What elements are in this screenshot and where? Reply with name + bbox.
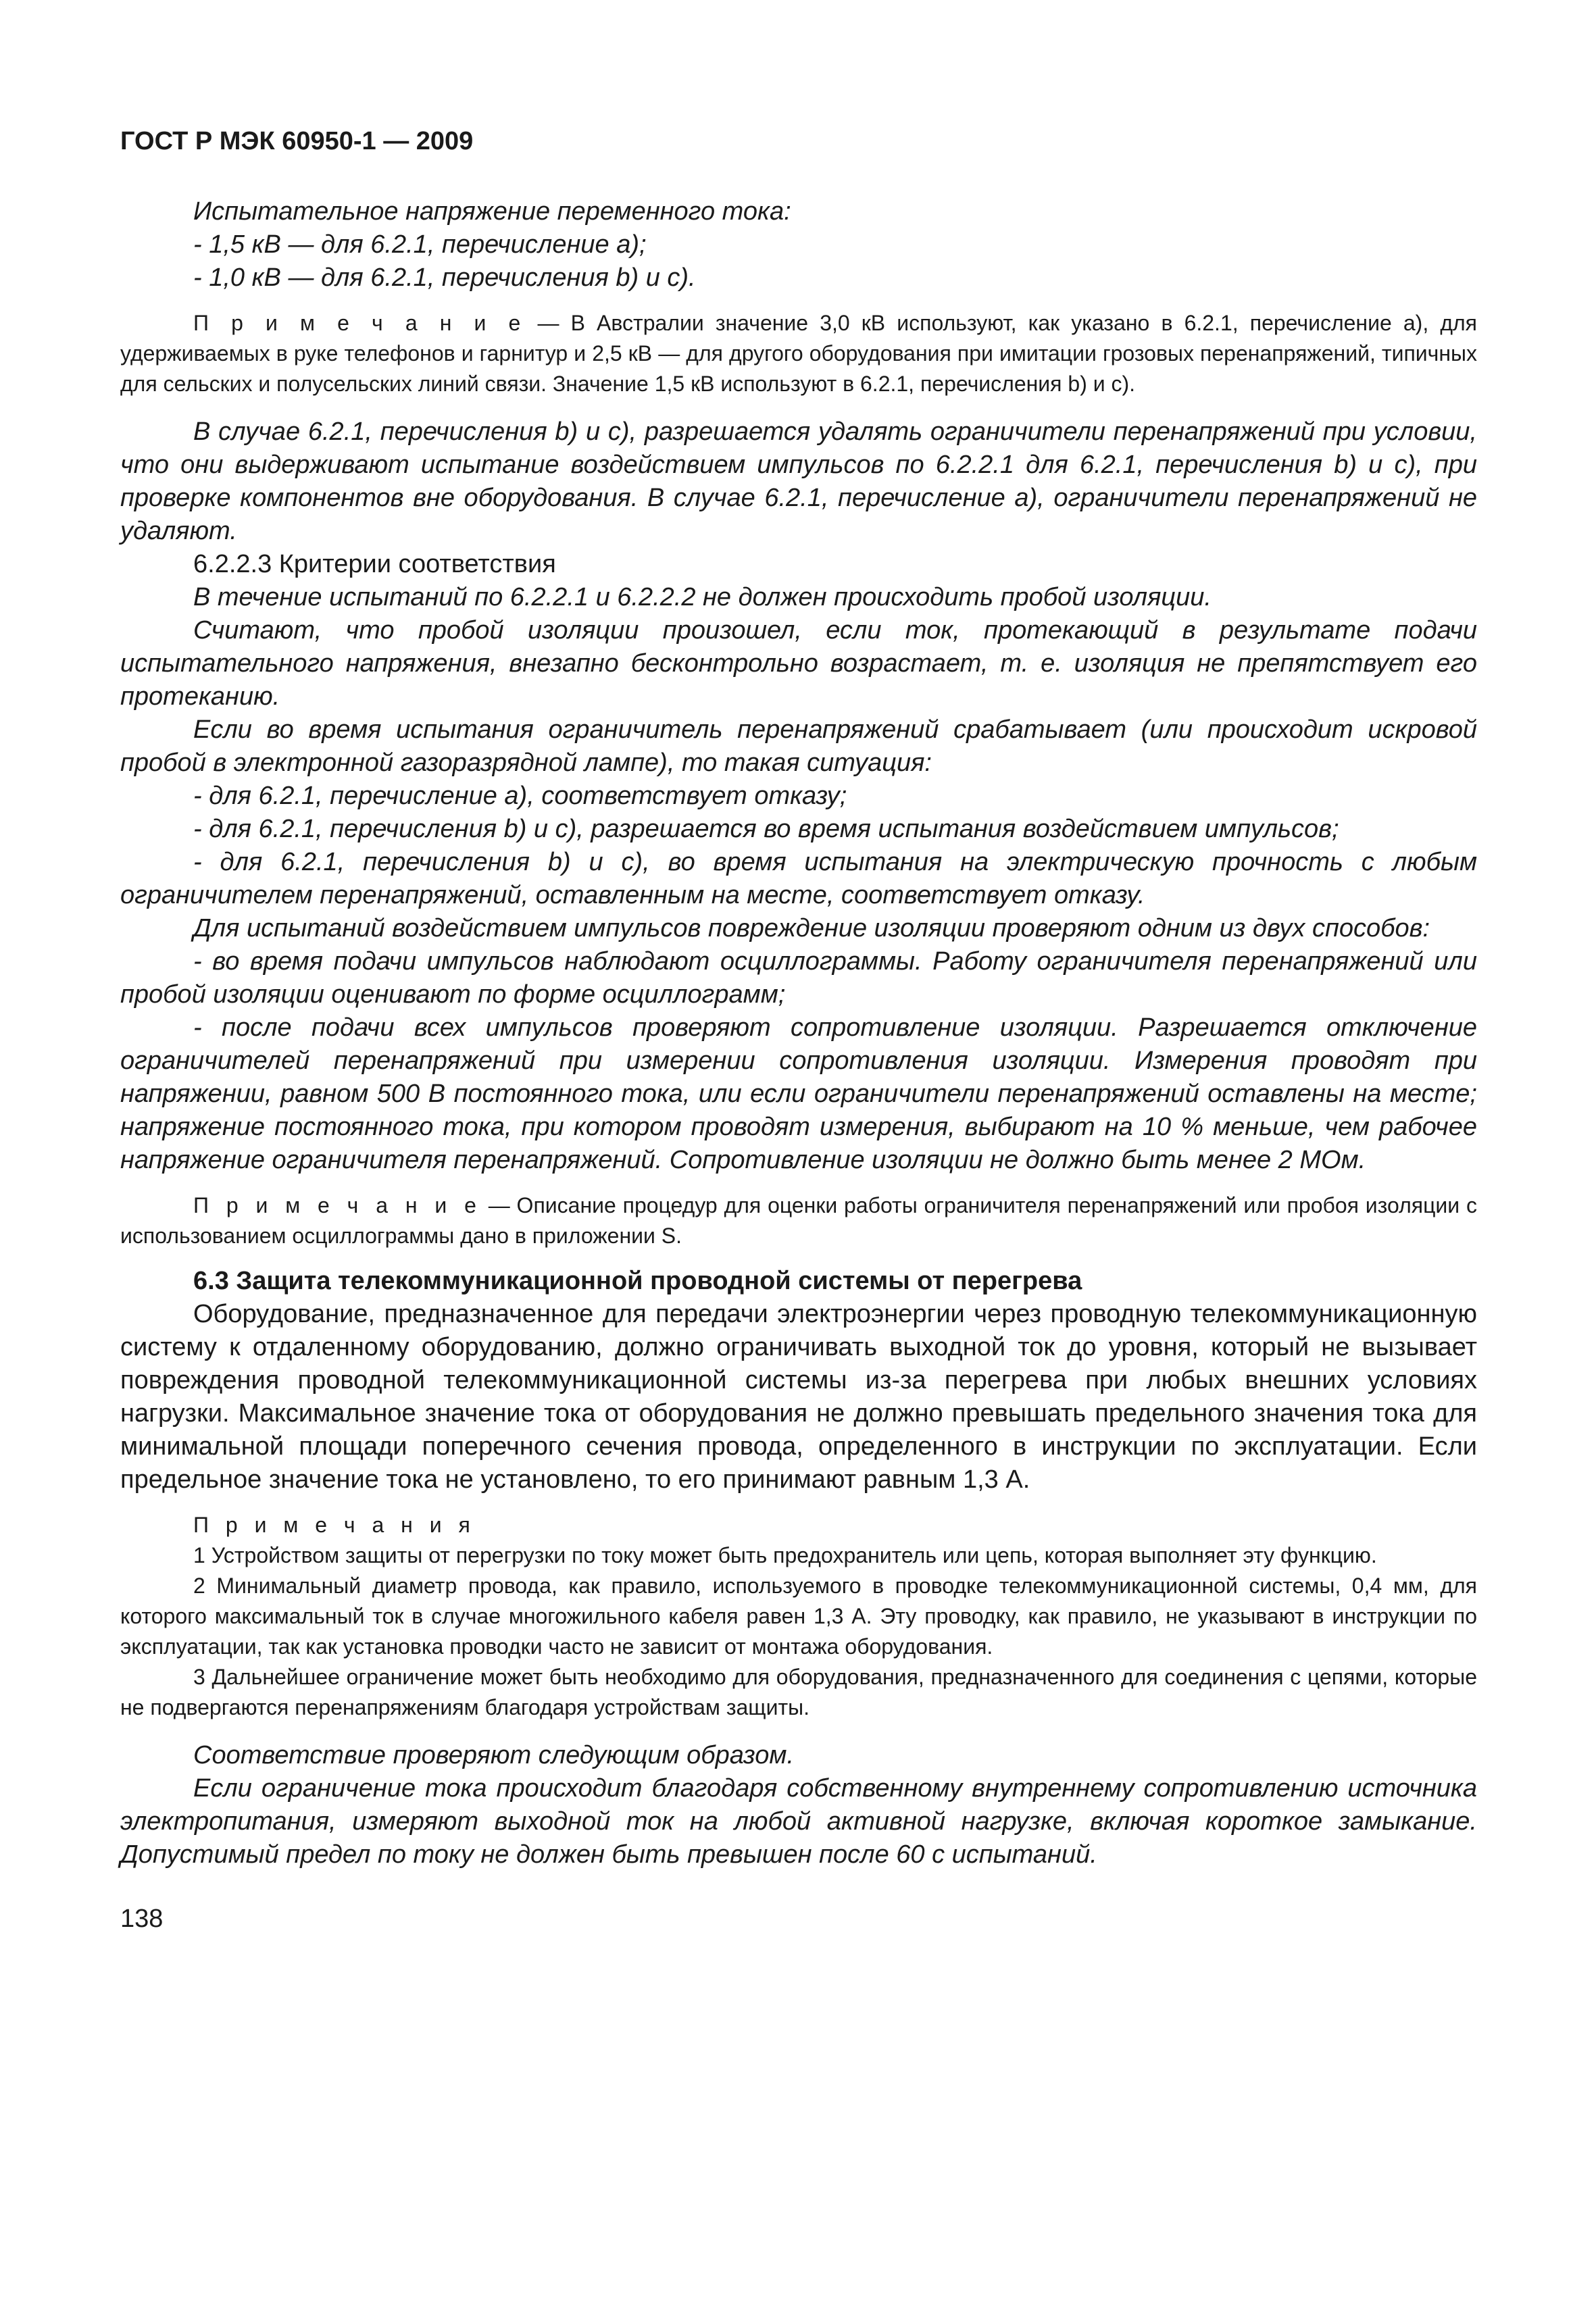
test-voltage-title: Испытательное напряжение переменного тока: (193, 197, 791, 226)
note-text: — Описание процедур для оценки работы ограничителя перенапряжений или пробоя изоляции с использованием осциллограммы дано в приложении S. (120, 1193, 1478, 1248)
note-2 (120, 1190, 1477, 1251)
list-item: - во время подачи импульсов наблюдают осциллограммы. Работу ограничителя перенапряжений или пробой изоляции оценивают по форме осциллограмм; (120, 947, 1477, 1009)
paragraph: Оборудование, предназначенное для передачи электроэнергии через проводную телекоммуникационную систему к отдаленному оборудованию, должно ограничивать выходной ток до уровня, который не вызывает повреждения проводной телекоммуникационной системы из-за перегрева при любых внешних условиях нагрузки. Максимальное значение тока от оборудования не должно превышать предельного значения тока для минимальной площади поперечного сечения провода, определенного в инструкции по эксплуатации. Если предельное значение тока не установлено, то его принимают равным 1,3 А. (120, 1300, 1477, 1494)
note-label: П р и м е ч а н и е (193, 1193, 482, 1217)
test-voltage-item: - 1,5 кВ — для 6.2.1, перечисление а); (193, 230, 647, 259)
list-item: - после подачи всех импульсов проверяют сопротивление изоляции. Разрешается отключение ограничителей перенапряжений при измерении сопротивления изоляции. Измерения проводят при напряжении, равном 500 В постоянного тока, или если ограничители перенапряжений оставлены на месте; напряжение постоянного тока, при котором проводят измерения, выбирают на 10 % меньше, чем рабочее напряжение ограничителя перенапряжений. Сопротивление изоляции не должно быть менее 2 МОм. (120, 1013, 1477, 1174)
paragraph-limiter-removal: В случае 6.2.1, перечисления b) и с), разрешается удалять ограничители перенапряжений при условии, что они выдерживают испытание воздействием импульсов по 6.2.2.1 для 6.2.1, перечисления b) и с), при проверке компонентов вне оборудования. В случае 6.2.1, перечисление а), ограничители перенапряжений не удаляют. (120, 418, 1477, 545)
compliance-heading: Соответствие проверяют следующим образом. (193, 1741, 795, 1769)
paragraph: Для испытаний воздействием импульсов повреждение изоляции проверяют одним из двух способов: (193, 914, 1430, 942)
paragraph: В течение испытаний по 6.2.2.1 и 6.2.2.2 не должен происходить пробой изоляции. (193, 583, 1212, 611)
document-header: ГОСТ Р МЭК 60950-1 — 2009 (120, 127, 474, 155)
notes-label: П р и м е ч а н и я (193, 1513, 476, 1537)
note-item: 2 Минимальный диаметр провода, как правило, используемого в проводке телекоммуникационной системы, 0,4 мм, для которого максимальный ток в случае многожильного кабеля равен 1,3 А. Эту проводку, как правило, не указывают в инструкции по эксплуатации, так как установка проводки часто не зависит от монтажа оборудования. (120, 1574, 1477, 1659)
paragraph: Если ограничение тока происходит благодаря собственному внутреннему сопротивлению источника электропитания, измеряют выходной ток на любой активной нагрузке, включая короткое замыкание. Допустимый предел по току не должен быть превышен после 60 с испытаний. (120, 1774, 1477, 1869)
section-heading-63: 6.3 Защита телекоммуникационной проводной системы от перегрева (193, 1267, 1082, 1295)
test-voltage-item: - 1,0 кВ — для 6.2.1, перечисления b) и с). (193, 263, 696, 292)
section-heading-6223: 6.2.2.3 Критерии соответствия (193, 550, 556, 578)
note-label: П р и м е ч а н и е (193, 311, 526, 335)
document-page (120, 125, 1477, 1935)
list-item: - для 6.2.1, перечисления b) и с), разрешается во время испытания воздействием импульсов; (193, 815, 1339, 843)
list-item: - для 6.2.1, перечисление а), соответствует отказу; (193, 782, 847, 810)
note-text: — В Австралии значение 3,0 кВ используют, как указано в 6.2.1, перечисление а), для удерживаемых в руке телефонов и гарнитур и 2,5 кВ — для другого оборудования при имитации грозовых перенапряжений, типичных для сельских и полусельских линий связи. Значение 1,5 кВ используют в 6.2.1, перечисления b) и с). (120, 311, 1478, 396)
note-item: 3 Дальнейшее ограничение может быть необходимо для оборудования, предназначенного для соединения с цепями, которые не подвергаются перенапряжениям благодаря устройствам защиты. (120, 1665, 1477, 1719)
paragraph: Считают, что пробой изоляции произошел, если ток, протекающий в результате подачи испытательного напряжения, внезапно бесконтрольно возрастает, т. е. изоляция не препятствует его протеканию. (120, 616, 1477, 711)
note-1 (120, 308, 1477, 399)
note-item: 1 Устройством защиты от перегрузки по току может быть предохранитель или цепь, которая выполняет эту функцию. (193, 1543, 1377, 1567)
list-item: - для 6.2.1, перечисления b) и с), во время испытания на электрическую прочность с любым ограничителем перенапряжений, оставленным на месте, соответствует отказу. (120, 848, 1477, 909)
paragraph: Если во время испытания ограничитель перенапряжений срабатывает (или происходит искровой пробой в электронной газоразрядной лампе), то такая ситуация: (120, 715, 1477, 777)
page-number: 138 (120, 1905, 164, 1933)
